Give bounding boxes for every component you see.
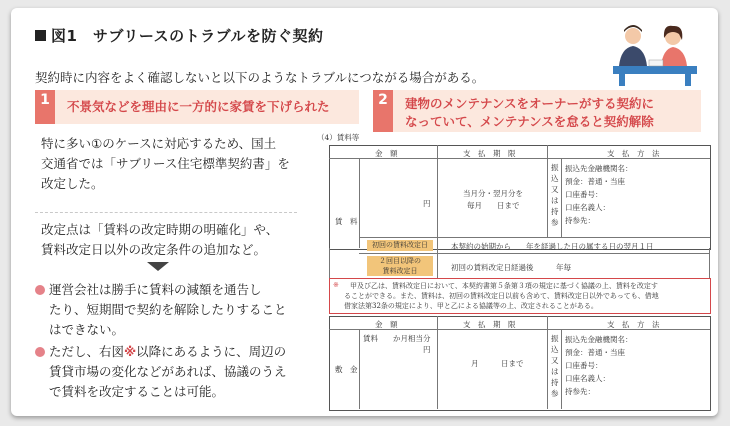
- bank-info: [565, 333, 633, 398]
- table-rule: [437, 145, 438, 237]
- bullet-post: 以降にあるように、周辺の: [136, 344, 287, 359]
- due-text: 当月分・翌月分を: [463, 189, 523, 198]
- column-header: 支 払 期 限: [463, 320, 516, 329]
- trouble-case-1: [35, 90, 359, 124]
- notice-line: 甲及び乙は、賃料改定日において、本契約書第５条第３項の規定に基づく協議の上、賃料を改定す: [350, 282, 658, 290]
- initial-revision-label: 初回の賃料改定日: [367, 240, 433, 251]
- side-char: 込: [551, 345, 559, 354]
- column-header: 金 額: [375, 149, 398, 158]
- side-char: 持: [551, 378, 559, 387]
- column-header: 支 払 方 法: [607, 149, 660, 158]
- bullet-dot-icon: [35, 347, 45, 357]
- bullet-line: [49, 342, 287, 362]
- side-char: は: [551, 196, 559, 205]
- section-label: （4）賃料等: [317, 133, 360, 142]
- table-rule: [359, 329, 360, 409]
- bullet-line: 賃貸市場の変化などがあれば、協議のうえ: [49, 364, 287, 379]
- bullet-point: [35, 280, 287, 340]
- down-arrow-icon: [147, 262, 169, 271]
- yen-unit: 円: [423, 199, 431, 208]
- case-text-line: 建物のメンテナンスをオーナーがする契約に: [405, 96, 655, 111]
- bullet-pre: ただし、右図: [49, 344, 125, 359]
- case-text: 不景気などを理由に一方的に家賃を下げられた: [67, 99, 330, 114]
- case-text: [393, 90, 654, 132]
- revision-paragraph: [41, 220, 278, 260]
- deposit-text: 賃料 か月相当分: [363, 334, 431, 343]
- bank-info: [565, 162, 633, 227]
- bullet-line: はできない。: [49, 322, 125, 337]
- second-revision-text: 初回の賃料改定日経過後 年毎: [451, 263, 571, 272]
- table-rule: [329, 248, 330, 278]
- label-line: ２回目以降の: [379, 257, 421, 265]
- bullet-dot-icon: [35, 285, 45, 295]
- notice-line: ることができる。また、賃料は、初回の賃料改定日以前も含めて、賃料改定日以外であっても、借地: [344, 292, 659, 300]
- notice-line: 借家法第32条の規定により、甲と乙による協議等の上、改定されることがある。: [344, 302, 598, 310]
- bullet-line: たり、短期間で契約を解除したりすること: [49, 302, 287, 317]
- second-revision-label: [367, 256, 433, 276]
- bank-field: 振込先金融機関名：: [565, 164, 633, 173]
- row-label: 敷 金: [335, 365, 358, 374]
- figure-card: [11, 8, 718, 416]
- side-char: 又: [551, 356, 559, 365]
- case-number: 2: [373, 90, 393, 132]
- paragraph-line: 賃料改定日以外の改定条件の追加など。: [41, 242, 267, 257]
- table-rule: [359, 158, 360, 248]
- column-header: 支 払 期 限: [463, 149, 516, 158]
- bank-field: 持参先：: [565, 216, 595, 225]
- table-rule: [359, 253, 710, 254]
- case-number: 1: [35, 90, 55, 124]
- due-text: 毎月 日まで: [467, 201, 520, 210]
- bullet-point: [35, 342, 287, 402]
- explanation-paragraph: [41, 134, 290, 194]
- yen-unit: 円: [423, 345, 431, 354]
- bank-field: 持参先：: [565, 387, 595, 396]
- bullet-line: 運営会社は勝手に賃料の減額を通告し: [49, 282, 262, 297]
- table-rule: [547, 145, 548, 237]
- contract-form-excerpt: [317, 132, 709, 410]
- label-line: 賃料改定日: [382, 267, 418, 275]
- table-rule: [561, 158, 562, 237]
- consultation-illustration-icon: [609, 22, 701, 86]
- side-char: 込: [551, 174, 559, 183]
- table-rule: [547, 316, 548, 409]
- column-header: 金 額: [375, 320, 398, 329]
- side-char: は: [551, 367, 559, 376]
- side-char: 参: [551, 218, 559, 227]
- row-label: 賃 料: [335, 217, 358, 226]
- intro-text: 契約時に内容をよく確認しないと以下のようなトラブルにつながる場合がある。: [35, 70, 485, 85]
- dashed-divider: [35, 212, 297, 213]
- revision-notice-box: [329, 278, 711, 314]
- notice-mark: ※: [333, 281, 339, 289]
- figure-title: [35, 25, 324, 46]
- side-char: 参: [551, 389, 559, 398]
- title-square-icon: [35, 30, 46, 41]
- bank-field: 口座番号：: [565, 190, 603, 199]
- table-rule: [437, 238, 438, 278]
- table-rule: [359, 237, 710, 238]
- payment-method-side: [551, 162, 559, 228]
- bank-field: 口座番号：: [565, 361, 603, 370]
- bank-field: 振込先金融機関名：: [565, 335, 633, 344]
- column-header: 支 払 方 法: [607, 320, 660, 329]
- paragraph-line: 改定した。: [41, 176, 104, 191]
- side-char: 振: [551, 334, 559, 343]
- bank-field: 口座名義人：: [565, 374, 610, 383]
- table-rule: [561, 329, 562, 409]
- side-char: 振: [551, 163, 559, 172]
- initial-revision-text: 本契約の始期から 年を経過した日の属する日の翌月１日: [451, 242, 654, 251]
- trouble-case-2: [373, 90, 701, 132]
- table-rule: [709, 248, 710, 278]
- bullet-line: で賃料を改定することは可能。: [49, 384, 225, 399]
- paragraph-line: 交通省では「サブリース住宅標準契約書」を: [41, 156, 290, 171]
- side-char: 又: [551, 185, 559, 194]
- case-text-line: なっていて、メンテナンスを怠ると契約解除: [405, 114, 654, 129]
- table-rule: [437, 316, 438, 409]
- paragraph-line: 特に多い①のケースに対応するため、国土: [41, 136, 277, 151]
- title-text: 図1 サブリースのトラブルを防ぐ契約: [51, 27, 324, 45]
- due-text: 月 日まで: [471, 359, 524, 368]
- reference-mark: ※: [124, 344, 137, 359]
- payment-method-side: [551, 333, 559, 399]
- side-char: 持: [551, 207, 559, 216]
- bank-field: 預金：普通・当座: [565, 348, 625, 357]
- paragraph-line: 改定点は「賃料の改定時期の明確化」や、: [41, 222, 279, 237]
- bank-field: 口座名義人：: [565, 203, 610, 212]
- bank-field: 預金：普通・当座: [565, 177, 625, 186]
